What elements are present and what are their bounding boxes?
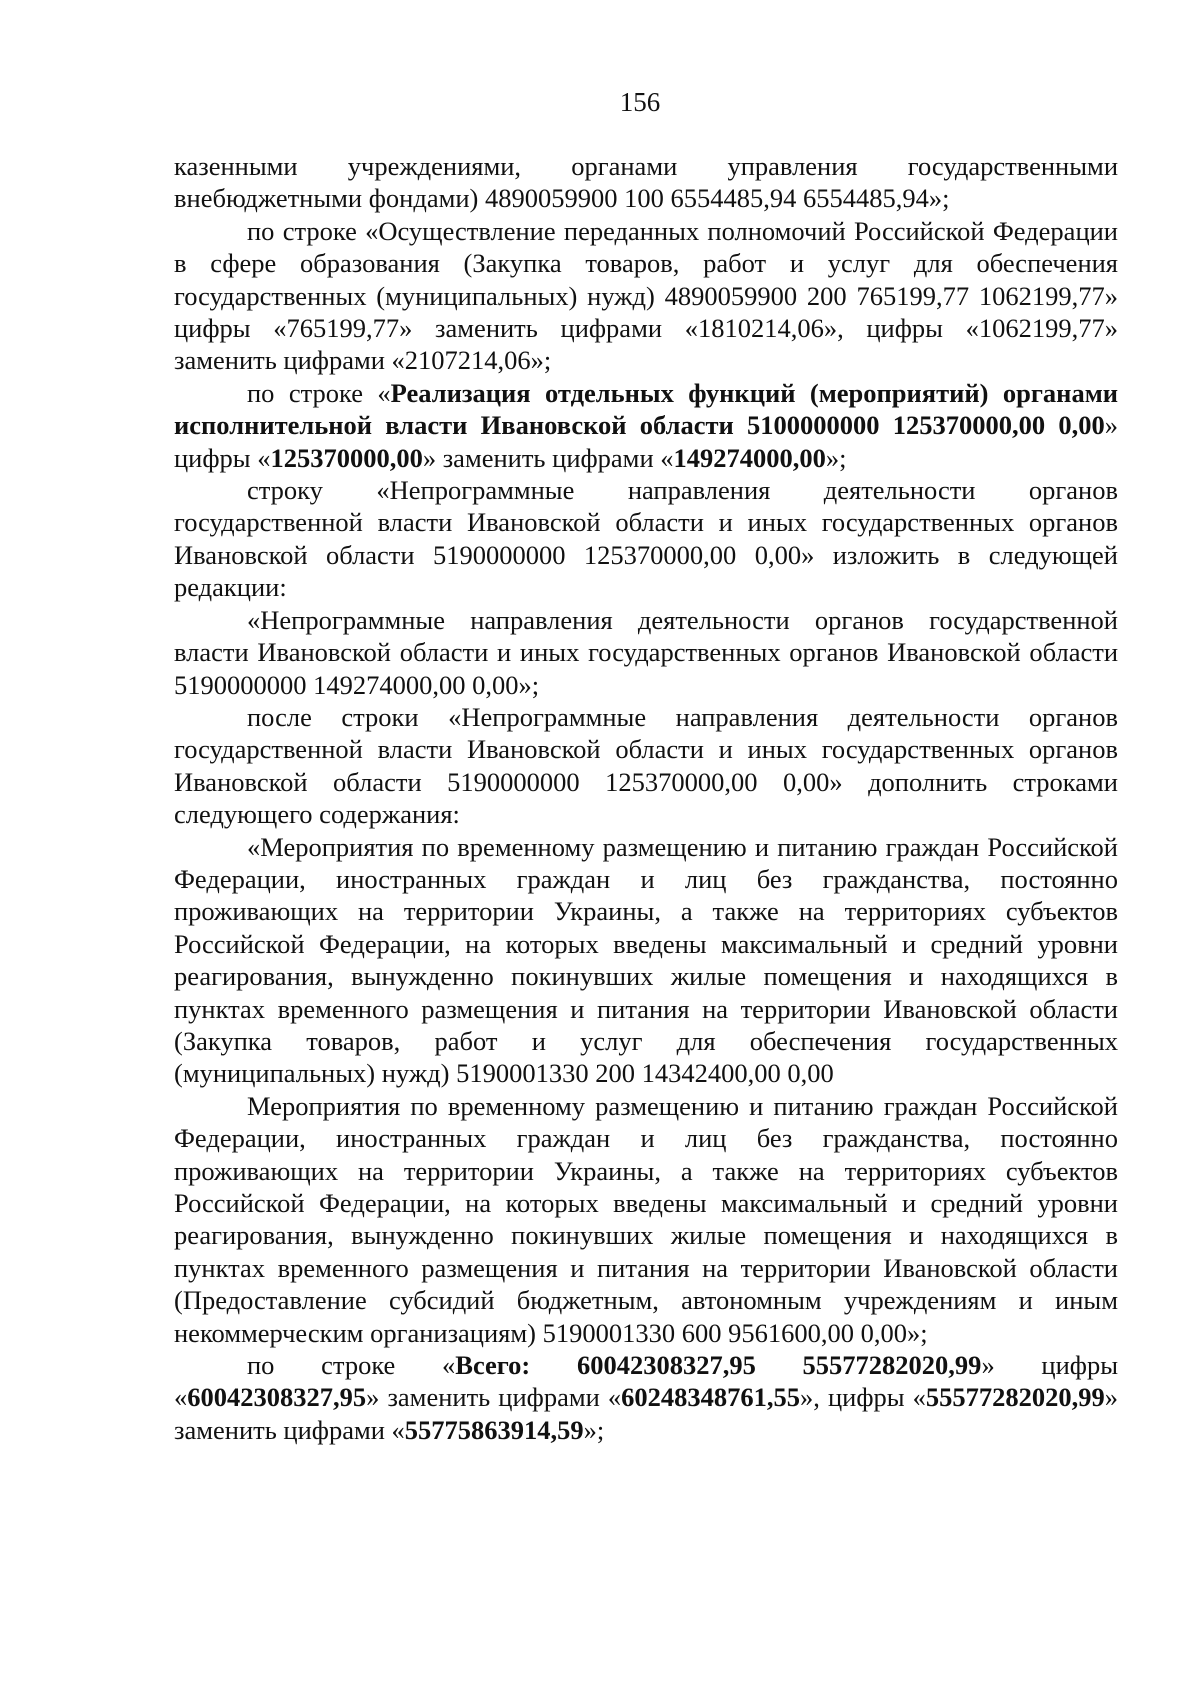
document-body <box>174 150 1118 1446</box>
paragraph <box>174 377 1118 474</box>
paragraph <box>174 604 1118 701</box>
text-run: »; <box>825 442 847 473</box>
text-run: » заменить цифрами « <box>422 442 674 473</box>
bold-text-run: 55775863914,59 <box>404 1414 584 1445</box>
bold-text-run: Всего: 60042308327,95 55577282020,99 <box>455 1350 982 1381</box>
bold-text-run: 149274000,00 <box>673 442 826 473</box>
paragraph <box>174 1090 1118 1349</box>
text-run: » заменить цифрами « <box>366 1382 622 1413</box>
text-run: «Мероприятия по временному размещению и питанию граждан Российской Федерации, иностранных граждан и лиц без гражданства, постоянно проживающих на территории Украины, а также на территориях субъектов Российской Федерации, на которых введены максимальный и средний уровни реагирования, вынужденно покинувших жилые помещения и находящихся в пунктах временного размещения и питания на территории Ивановской области (Закупка товаров, работ и услуг для обеспечения государственных (муниципальных) нужд) 5190001330 200 14342400,00 0,00 <box>174 831 1118 1089</box>
text-run: по строке « <box>247 377 391 408</box>
paragraph <box>174 150 1118 215</box>
text-run: », цифры « <box>800 1382 926 1413</box>
paragraph <box>174 701 1118 831</box>
text-run: по строке «Осуществление переданных полномочий Российской Федерации в сфере образования (Закупка товаров, работ и услуг для обеспечения государственных (муниципальных) нужд) 4890059900 200 765199,77 1062199,77» цифры «765199,77» заменить цифрами «1810214,06», цифры «1062199,77» заменить цифрами «2107214,06»; <box>174 215 1118 376</box>
text-run: по строке « <box>247 1350 456 1381</box>
bold-text-run: 60248348761,55 <box>621 1382 801 1413</box>
bold-text-run: 60042308327,95 <box>187 1382 367 1413</box>
text-run: » цифры « <box>174 410 1118 473</box>
text-run: после строки «Непрограммные направления деятельности органов государственной власти Ивановской области и иных государственных органов Ивановской области 5190000000 125370000,00 0,00» дополнить строками следующего содержания: <box>174 701 1118 830</box>
page-number: 156 <box>619 87 661 117</box>
paragraph <box>174 215 1118 377</box>
bold-text-run: 55577282020,99 <box>925 1382 1105 1413</box>
paragraph <box>174 1349 1118 1446</box>
paragraph <box>174 831 1118 1090</box>
text-run: » заменить цифрами « <box>174 1382 1118 1445</box>
bold-text-run: 125370000,00 <box>270 442 423 473</box>
text-run: »; <box>583 1414 605 1445</box>
text-run: » цифры « <box>174 1350 1118 1413</box>
text-run: Мероприятия по временному размещению и питанию граждан Российской Федерации, иностранных граждан и лиц без гражданства, постоянно проживающих на территории Украины, а также на территориях субъектов Российской Федерации, на которых введены максимальный и средний уровни реагирования, вынужденно покинувших жилые помещения и находящихся в пунктах временного размещения и питания на территории Ивановской области (Предоставление субсидий бюджетным, автономным учреждениям и иным некоммерческим организациям) 5190001330 600 9561600,00 0,00»; <box>174 1090 1118 1348</box>
text-run: казенными учреждениями, органами управления государственными внебюджетными фондами) 4890059900 100 6554485,94 6554485,94»; <box>174 151 1118 214</box>
text-run: строку «Непрограммные направления деятельности органов государственной власти Ивановской области и иных государственных органов Ивановской области 5190000000 125370000,00 0,00» изложить в следующей редакции: <box>174 475 1118 603</box>
paragraph <box>174 474 1118 604</box>
text-run: «Непрограммные направления деятельности органов государственной власти Ивановской области и иных государственных органов Ивановской области 5190000000 149274000,00 0,00»; <box>174 604 1118 700</box>
bold-text-run: Реализация отдельных функций (мероприятий) органами исполнительной власти Ивановской области 5100000000 125370000,00 0,00 <box>174 377 1119 441</box>
